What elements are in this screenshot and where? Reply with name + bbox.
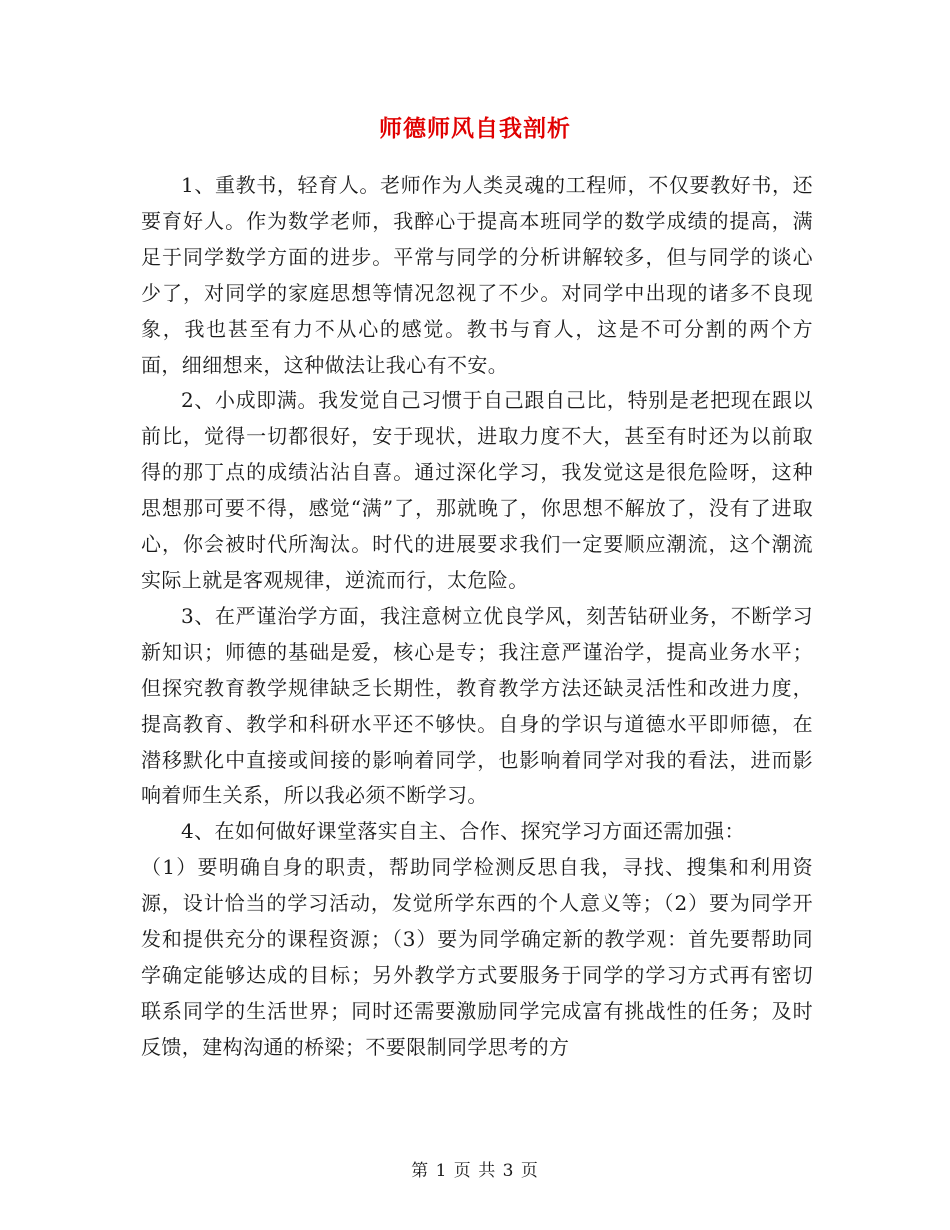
paragraph-4: 4、在如何做好课堂落实自主、合作、探究学习方面还需加强： xyxy=(181,819,745,844)
document-body xyxy=(141,168,813,1066)
page-number-footer: 第 1 页 共 3 页 xyxy=(411,1161,539,1181)
paragraph-2: 2、小成即满。我发觉自己习惯于自己跟自己比，特别是老把现在跟以前比，觉得一切都很好，安于现状，进取力度不大，甚至有时还为以前取得的那丁点的成绩沾沾自喜。通过深化学习，我发觉这是很危险呀，这种思想那可要不得，感觉“满”了，那就晚了，你思想不解放了，没有了进取心，你会被时代所淘汰。时代的进展要求我们一定要顺应潮流，这个潮流实际上就是客观规律，逆流而行，太危险。 xyxy=(141,388,813,592)
page-title: 师德师风自我剖析 xyxy=(379,115,571,142)
paragraph-1: 1、重教书，轻育人。老师作为人类灵魂的工程师，不仅要教好书，还要育好人。作为数学老师，我醉心于提高本班同学的数学成绩的提高，满足于同学数学方面的进步。平常与同学的分析讲解较多，但与同学的谈心少了，对同学的家庭思想等情况忽视了不少。对同学中出现的诸多不良现象，我也甚至有力不从心的感觉。教书与育人，这是不可分割的两个方面，细细想来，这种做法让我心有不安。 xyxy=(141,173,813,377)
paragraph-5: （1）要明确自身的职责，帮助同学检测反思自我，寻找、搜集和利用资源，设计恰当的学习活动，发觉所学东西的个人意义等；（2）要为同学开发和提供充分的课程资源；（3）要为同学确定新的教学观：首先要帮助同学确定能够达成的目标；另外教学方式要服务于同学的学习方式再有密切联系同学的生活世界；同时还需要激励同学完成富有挑战性的任务；及时反馈，建构沟通的桥梁；不要限制同学思考的方 xyxy=(141,855,813,1059)
paragraph-3: 3、在严谨治学方面，我注意树立优良学风，刻苦钻研业务，不断学习新知识；师德的基础是爱，核心是专；我注意严谨治学，提高业务水平；但探究教育教学规律缺乏长期性，教育教学方法还缺灵活性和改进力度，提高教育、教学和科研水平还不够快。自身的学识与道德水平即师德，在潜移默化中直接或间接的影响着同学，也影响着同学对我的看法，进而影响着师生关系，所以我必须不断学习。 xyxy=(141,603,813,808)
